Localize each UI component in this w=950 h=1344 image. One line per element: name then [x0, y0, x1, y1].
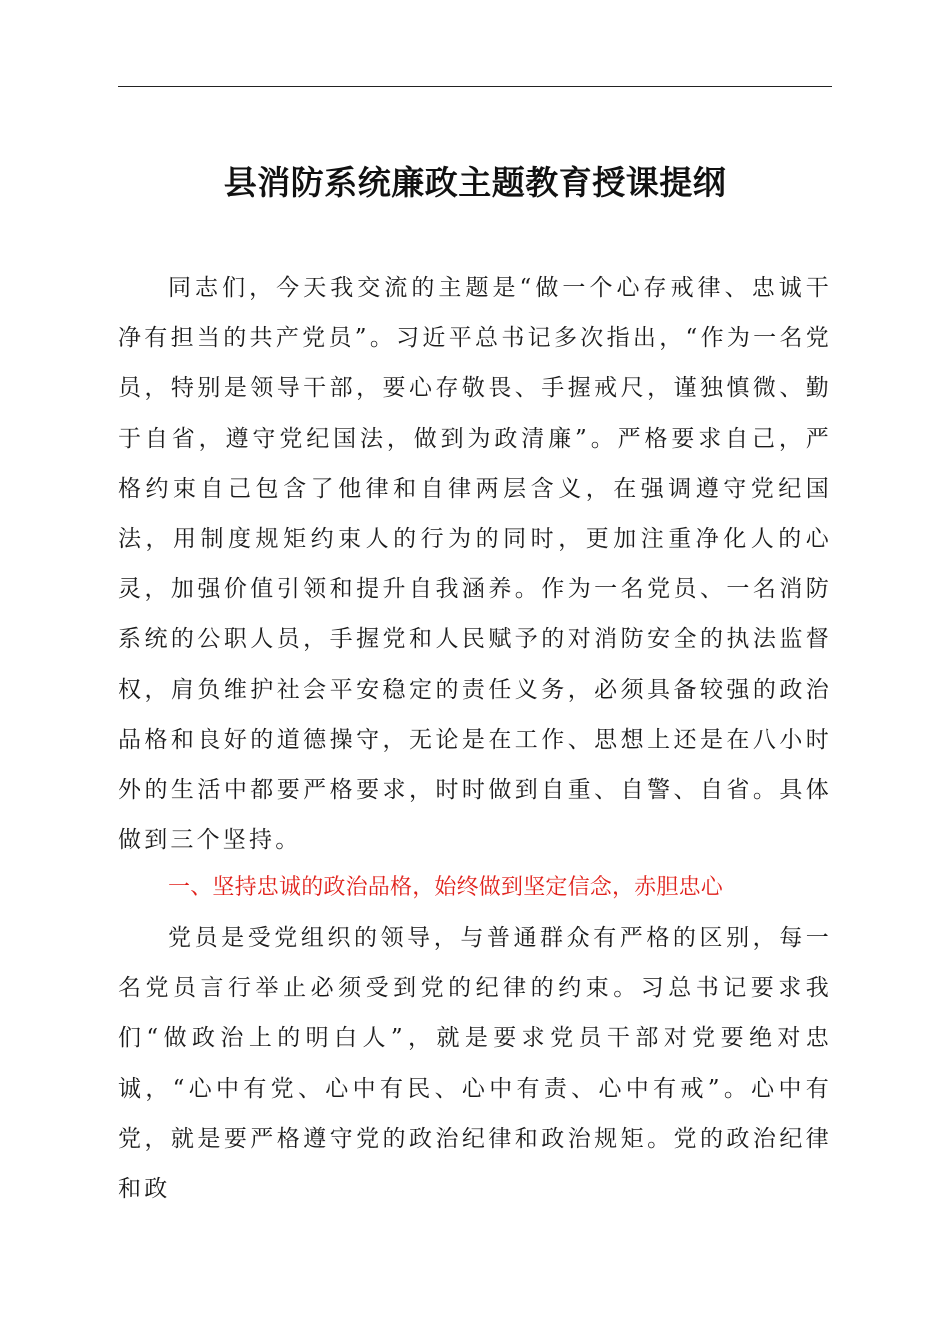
section-heading-1: 一、坚持忠诚的政治品格，始终做到坚定信念，赤胆忠心	[168, 875, 724, 900]
document-title: 县消防系统廉政主题教育授课提纲	[223, 163, 727, 202]
intro-paragraph: 同志们，今天我交流的主题是“做一个心存戒律、忠诚干净有担当的共产党员”。习近平总书记多次指出，“作为一名党员，特别是领导干部，要心存敬畏、手握戒尺，谨独慎微、勤于自省，遵守党纪国法，做到为政清廉”。严格要求自己，严格约束自己包含了他律和自律两层含义，在强调遵守党纪国法，用制度规矩约束人的行为的同时，更加注重净化人的心灵，加强价值引领和提升自我涵养。作为一名党员、一名消防系统的公职人员，手握党和人民赋予的对消防安全的执法监督权，肩负维护社会平安稳定的责任义务，必须具备较强的政治品格和良好的道德操守，无论是在工作、思想上还是在八小时外的生活中都要严格要求，时时做到自重、自警、自省。具体做到三个坚持。	[118, 275, 832, 854]
section-1-paragraph: 党员是受党组织的领导，与普通群众有严格的区别，每一名党员言行举止必须受到党的纪律的约束。习总书记要求我们“做政治上的明白人”，就是要求党员干部对党要绝对忠诚，“心中有党、心中有民、心中有责、心中有戒”。心中有党，就是要严格遵守党的政治纪律和政治规矩。党的政治纪律和政	[118, 925, 832, 1203]
header-rule	[118, 86, 832, 87]
